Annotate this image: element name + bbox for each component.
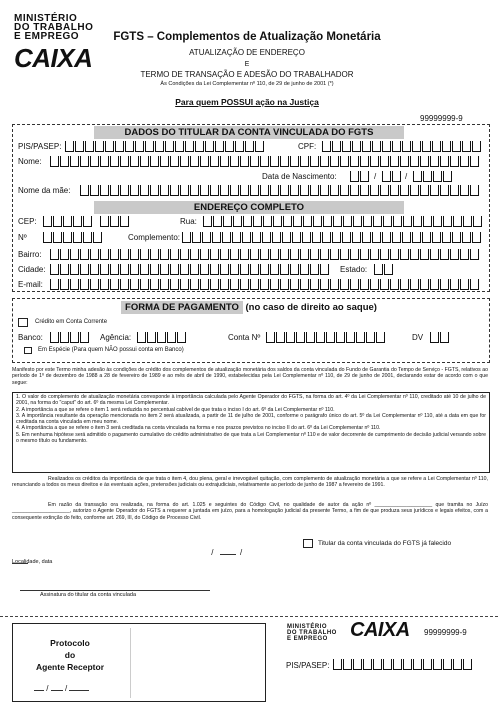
date-sep-2: / (405, 172, 408, 181)
ministry-line2: DO TRABALHO (14, 22, 94, 33)
numero-field[interactable] (43, 232, 103, 243)
nome-label: Nome: (18, 157, 42, 166)
credito-label: Crédito em Conta Corrente (35, 319, 108, 325)
date-sep-5: / (46, 684, 49, 693)
dv-field[interactable] (430, 332, 450, 343)
falecido-checkbox[interactable] (303, 539, 313, 548)
protocolo-line1: Protocolo (50, 638, 90, 648)
date-sep-4: / (239, 548, 245, 557)
term-item: 3. A importância resultante da operação mencionada no item 2 será atualizada, a partir de 11 de julho de 2001, conforme o parágrafo único do art. 5º da Lei Complementar nº 110, até a data em que for creditada na conta vinculada em meu nome. (16, 412, 486, 426)
form-subtitle-4: Às Condições da Lei Complementar nº 110, de 29 de junho de 2001 (*) (160, 81, 334, 87)
term-paragraph-2: Realizados os créditos da importância de que trata o item 4, dou plena, geral e irrevogável quitação, com complemento de atualização monetária a que se refere a Lei Complementar nº 110, renunciando a todos os meus direitos e às eventuais ações, pretensões judiciais ou extrajudiciais, relativamente ao período de junho de 1987 a fevereiro de 1991. (12, 476, 488, 489)
cep-field[interactable] (43, 216, 130, 227)
footer-ministry-line3: E EMPREGO (287, 636, 328, 642)
footer-pis-field[interactable] (333, 659, 473, 670)
cpf-field[interactable] (322, 141, 482, 152)
form-subtitle-2: E (244, 61, 250, 68)
pagamento-section-note: (no caso de direito ao saque) (245, 302, 377, 313)
ministry-line3: E EMPREGO (14, 31, 80, 42)
ministry-logo (14, 14, 93, 74)
dv-label: DV (412, 333, 424, 342)
pis-label: PIS/PASEP: (18, 142, 62, 151)
conta-field[interactable] (266, 332, 386, 343)
signature-label: Assinatura do titular da conta vinculada (40, 592, 137, 598)
term-intro: Manifesto por este Termo minha adesão às condições de crédito dos complementos de atualização monetária dos saldos da conta vinculada do Fundo de Garantia do Tempo de Serviço - FGTS, relativos ao período de 1º de dezembro de 1988 a 28 de fevereiro de 1989 e ao mês de abril de 1990, estabelecidas pela Lei Complementar nº 110, de 29 de junho de 2001, declarando estar de acordo com o que segue: (12, 367, 488, 386)
conta-label: Conta Nº (228, 333, 261, 342)
estado-field[interactable] (374, 264, 394, 275)
date-sep-3: / (211, 548, 216, 557)
agencia-label: Agência: (100, 333, 132, 342)
ministry-line1: MINISTÉRIO (14, 13, 78, 24)
footer-ministry-line1: MINISTÉRIO (287, 624, 328, 630)
nascimento-month-field[interactable] (382, 171, 402, 182)
term-item: 5. Em nenhuma hipótese será admitido o pagamento cumulativo do crédito administrativo de que trata a Lei Complementar nº 110 e de valor decorrente de cumprimento de decisão judicial versando sobre o mesmo título ou fundamento. (16, 431, 486, 445)
term-items-box (12, 392, 490, 473)
numero-label: Nº (18, 233, 27, 242)
protocolo-divider (130, 628, 131, 698)
caixa-logo: CAIXA (14, 43, 93, 73)
pis-field[interactable] (65, 141, 265, 152)
protocolo-line3: Agente Receptor (35, 662, 104, 672)
date-sep-1: / (374, 172, 377, 181)
footer-caixa-logo: CAIXA (350, 619, 410, 641)
nascimento-year-field[interactable] (413, 171, 453, 182)
complemento-field[interactable] (182, 232, 482, 243)
cidade-field[interactable] (50, 264, 330, 275)
nascimento-day-field[interactable] (350, 171, 370, 182)
credito-checkbox[interactable] (18, 318, 28, 327)
form-title: FGTS – Complementos de Atualização Monetária (113, 31, 381, 43)
nascimento-label: Data de Nascimento: (262, 172, 337, 181)
rua-label: Rua: (180, 217, 197, 226)
banco-field[interactable] (50, 332, 90, 343)
email-label: E-mail: (18, 280, 43, 289)
especie-label: Em Espécie (Para quem NÃO possui conta em Banco) (38, 347, 184, 353)
footer-ministry-line2: DO TRABALHO (287, 630, 337, 636)
titular-section-title: DADOS DO TITULAR DA CONTA VINCULADA DO FGTS (94, 126, 404, 139)
form-subtitle-3: TERMO DE TRANSAÇÃO E ADESÃO DO TRABALHADOR (140, 70, 354, 79)
term-item: 1. O valor do complemento de atualização monetária corresponde à importância calculada pelo Agente Operador do FGTS, na forma do art. 4º da Lei Complementar nº 110, creditado até 10 de julho de 2001, na forma do "caput" do art. 6º da mesma Lei Complementar. (16, 394, 486, 407)
footer-ministry-logo (287, 624, 337, 642)
nome-field[interactable] (50, 156, 480, 167)
email-field[interactable] (50, 279, 480, 290)
cpf-label: CPF: (298, 142, 317, 151)
protocolo-date[interactable] (34, 684, 89, 693)
form-subtitle-1: ATUALIZAÇÃO DE ENDEREÇO (189, 48, 305, 57)
term-item: 4. A importância a que se refere o item 3 será creditada na conta vinculada na forma e nos prazos previstos no inciso II do art. 6º da Lei Complementar nº 110. (16, 425, 381, 432)
footer-code: 99999999-9 (424, 628, 467, 637)
complemento-label: Complemento: (128, 233, 181, 242)
cidade-label: Cidade: (18, 265, 46, 274)
banco-label: Banco: (18, 333, 43, 342)
footer-pis-label: PIS/PASEP: (286, 661, 330, 670)
form-code: 99999999-9 (420, 114, 463, 123)
date-sep-6: / (64, 684, 68, 693)
agencia-field[interactable] (137, 332, 187, 343)
pagamento-section-title-wrap (94, 302, 404, 313)
pagamento-section-title: FORMA DE PAGAMENTO (121, 301, 243, 314)
bairro-field[interactable] (50, 249, 480, 260)
cep-label: CEP: (18, 217, 37, 226)
especie-checkbox[interactable] (24, 347, 32, 354)
term-paragraph-3: Em razão da transação ora realizada, na forma do art. 1.025 e seguintes do Código Civil, no qualidade de autor da ação nº ____________________ que tramita no Juízo ____________________, autorizo o Agente Operador do FGTS a requerer a juntada em juízo, para a homologação judicial da presente Termo, a fim de que produza seus jurídicos e legais efeitos, com a consequente extinção do feito, conforme art. 269, III, do Código de Processo Civil. (12, 502, 488, 521)
protocolo-line2: do (64, 650, 76, 660)
for-whom-label: Para quem POSSUI ação na Justiça (175, 97, 319, 107)
falecido-label: Titular da conta vinculada do FGTS já falecido (318, 540, 452, 547)
endereco-section-title: ENDEREÇO COMPLETO (94, 201, 404, 214)
rua-field[interactable] (203, 216, 483, 227)
mae-label: Nome da mãe: (18, 186, 71, 195)
signature-line[interactable] (20, 590, 210, 591)
footer-cut-line (0, 616, 498, 617)
mae-field[interactable] (80, 185, 480, 196)
locality-label: Localidade, data (12, 559, 53, 565)
estado-label: Estado: (340, 265, 368, 274)
term-item: 2. A importância a que se refere o item 1 será reduzida no percentual cabível de que trata o inciso I do art. 6º da Lei Complementar nº 110. (16, 406, 335, 413)
bairro-label: Bairro: (18, 250, 42, 259)
